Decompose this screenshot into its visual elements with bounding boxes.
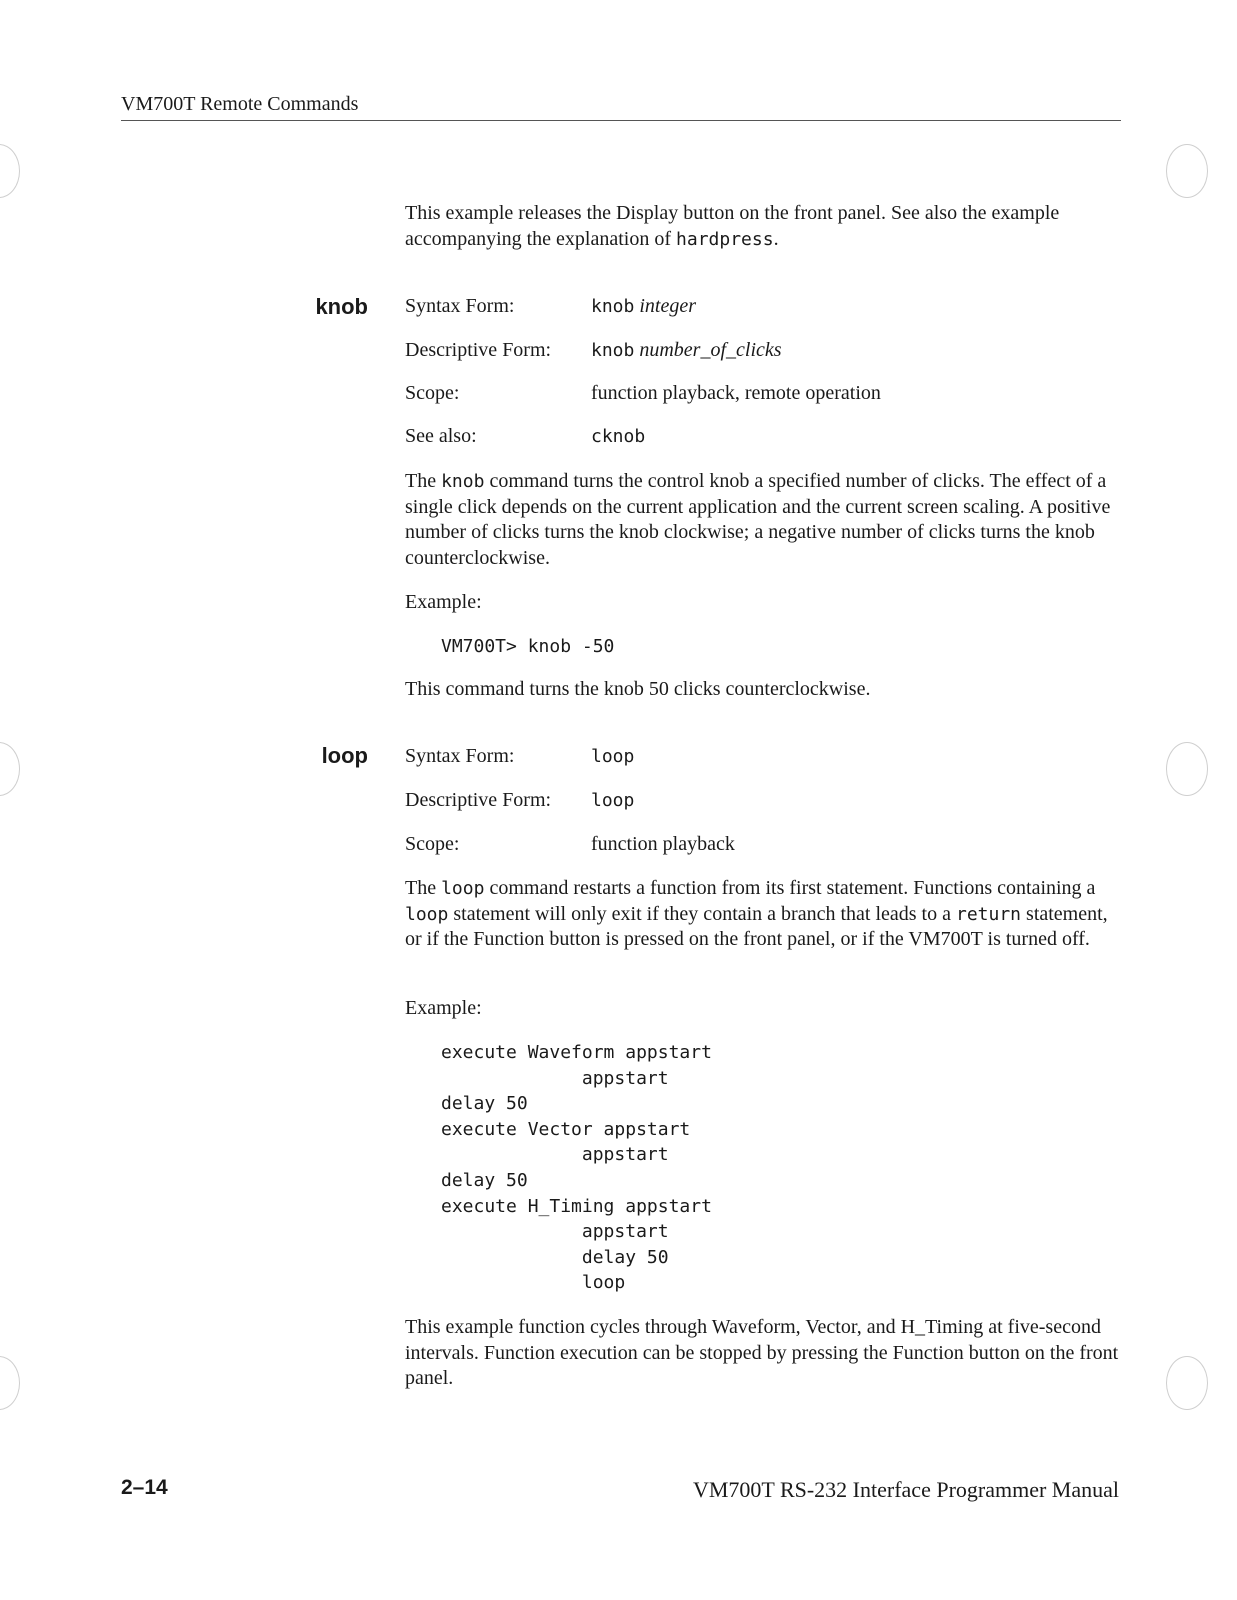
syntax-arg: integer [639,295,697,317]
description-text: statement, or if the Function button is pressed on the front panel, or if the VM700T is turned off. [405,902,1108,950]
descriptive-code: loop [591,790,635,811]
running-header: VM700T Remote Commands [121,93,1121,121]
scope-label: Scope: [405,382,460,404]
description-code: loop [405,903,449,925]
description-text: command turns the control knob a specified number of clicks. The effect of a single click depends on the current application and the current screen scaling. A positive number of clicks turns the knob clockwise; a negative number of clicks turns the knob counterclockwise. [405,470,1111,569]
description-text: command restarts a function from its first statement. Functions containing a [484,877,1096,899]
command-name-knob: knob [315,294,368,319]
syntax-form-row [405,295,696,318]
punch-hole-mark [0,1356,20,1410]
descriptive-form-label: Descriptive Form: [405,339,552,361]
description-code: knob [441,471,485,492]
example-code: VM700T> knob -50 [441,636,615,657]
descriptive-form-row [405,789,634,812]
see-also-label: See also: [405,425,477,447]
scope-row [405,833,735,856]
example-label: Example: [405,591,482,613]
manual-title: VM700T RS-232 Interface Programmer Manual [692,1477,1119,1502]
see-also-row [405,425,645,448]
description-text: statement will only exit if they contain a branch that leads to a [448,902,956,925]
syntax-code: knob [591,296,635,317]
descriptive-form-label: Descriptive Form: [405,789,552,811]
punch-hole-mark [0,144,20,198]
punch-hole-mark [1166,742,1208,796]
description-code: return [956,903,1022,925]
punch-hole-mark [1166,144,1208,198]
description-code: loop [441,878,485,899]
scope-value: function playback, remote operation [591,382,881,404]
scope-label: Scope: [405,833,460,855]
description-text: The [405,877,442,899]
intro-text: This example releases the Display button on the front panel. See also the example accompanying the explanation of [405,202,1060,250]
syntax-form-label: Syntax Form: [405,295,515,317]
intro-text-end: . [773,227,779,250]
intro-paragraph [405,201,1125,252]
descriptive-arg: number_of_clicks [639,339,782,361]
syntax-code: loop [591,746,635,767]
syntax-form-row [405,745,634,768]
example-explanation: This example function cycles through Waveform, Vector, and H_Timing at five-second intervals. Function execution can be stopped by pressing the Function button on the front panel. [405,1316,1119,1389]
example-explanation: This command turns the knob 50 clicks counterclockwise. [405,678,871,700]
loop-description [405,876,1125,953]
example-code: execute Waveform appstart appstart delay 50 execute Vector appstart appstart delay 50 execute H_Timing appstart appstart delay 50 loop [441,1042,712,1294]
descriptive-code: knob [591,340,635,361]
descriptive-form-row [405,339,782,362]
knob-description [405,469,1125,571]
scope-value: function playback [591,833,735,855]
scope-row [405,382,881,405]
intro-code: hardpress [676,228,774,250]
see-also-value: cknob [591,426,646,447]
punch-hole-mark [0,742,20,796]
page-number: 2–14 [121,1476,168,1499]
example-label: Example: [405,997,482,1019]
command-name-loop: loop [321,743,368,768]
syntax-form-label: Syntax Form: [405,745,515,767]
description-text: The [405,470,442,492]
punch-hole-mark [1166,1356,1208,1410]
